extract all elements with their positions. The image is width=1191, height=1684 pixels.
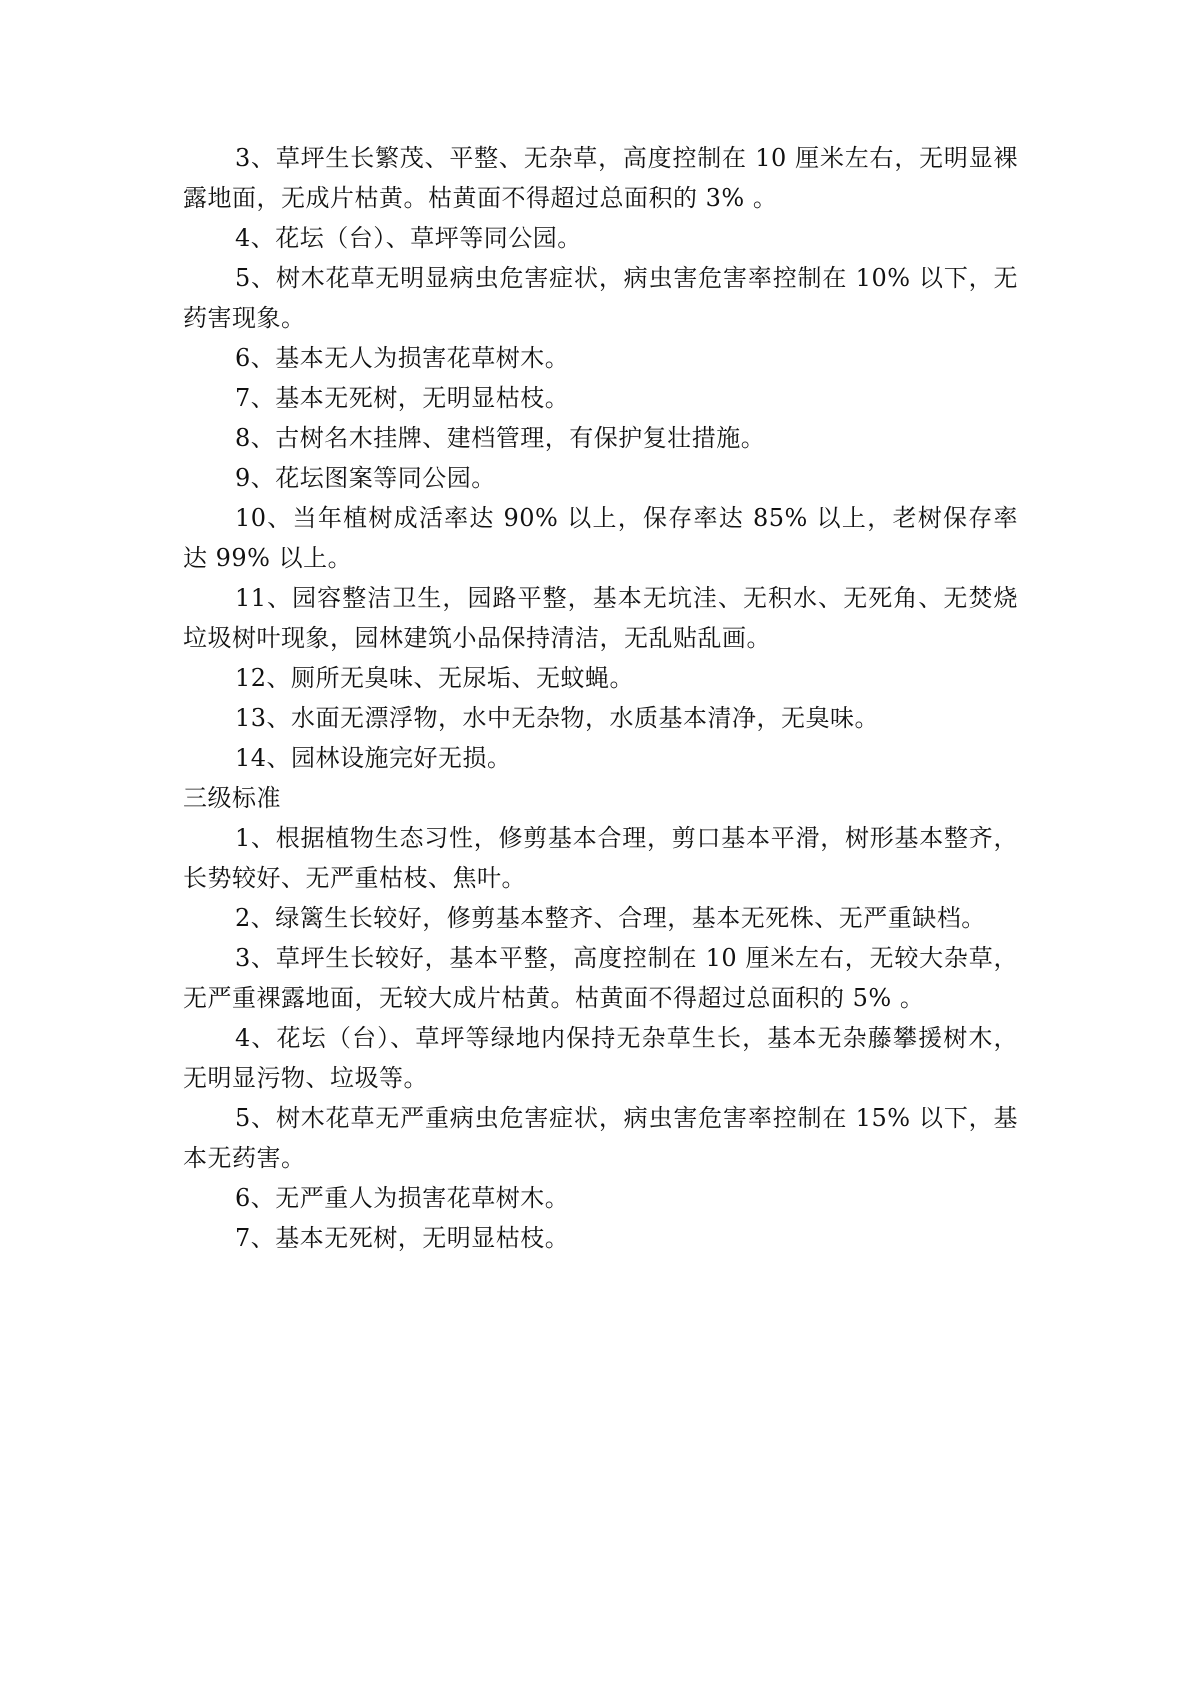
paragraph-water-surface: 13、水面无漂浮物，水中无杂物，水质基本清净，无臭味。 <box>235 704 880 732</box>
paragraph-hedge: 2、绿篱生长较好，修剪基本整齐、合理，基本无死株、无严重缺档。 <box>235 904 986 932</box>
paragraph-facilities: 14、园林设施完好无损。 <box>235 744 512 772</box>
section-heading: 三级标准 <box>183 784 281 812</box>
paragraph-survival-rate: 10、当年植树成活率达 90% 以上，保存率达 85% 以上，老树保存率达 99% 以上。 <box>183 504 1018 572</box>
paragraph-pruning: 1、根据植物生态习性，修剪基本合理，剪口基本平滑，树形基本整齐，长势较好、无严重枯枝、焦叶。 <box>183 824 1018 892</box>
paragraph-pest-control-level3: 5、树木花草无严重病虫危害症状，病虫害危害率控制在 15% 以下，基本无药害。 <box>183 1104 1018 1172</box>
paragraph-greenland-weeds: 4、花坛（台）、草坪等绿地内保持无杂草生长，基本无杂藤攀援树木，无明显污物、垃圾等。 <box>183 1024 1018 1092</box>
paragraph-park-cleanliness: 11、园容整洁卫生，园路平整，基本无坑洼、无积水、无死角、无焚烧垃圾树叶现象，园林建筑小品保持清洁，无乱贴乱画。 <box>183 584 1018 652</box>
paragraph-lawn-growth-level3: 3、草坪生长较好，基本平整，高度控制在 10 厘米左右，无较大杂草，无严重裸露地面，无较大成片枯黄。枯黄面不得超过总面积的 5% 。 <box>183 944 1018 1012</box>
paragraph-pest-control: 5、树木花草无明显病虫危害症状，病虫害危害率控制在 10% 以下，无药害现象。 <box>183 264 1018 332</box>
paragraph-lawn-growth: 3、草坪生长繁茂、平整、无杂草，高度控制在 10 厘米左右，无明显裸露地面，无成片枯黄。枯黄面不得超过总面积的 3% 。 <box>183 144 1018 212</box>
paragraph-human-damage-level3: 6、无严重人为损害花草树木。 <box>235 1184 570 1212</box>
paragraph-flowerbed-pattern: 9、花坛图案等同公园。 <box>235 464 496 492</box>
paragraph-dead-trees-level3: 7、基本无死树，无明显枯枝。 <box>235 1224 570 1252</box>
paragraph-human-damage: 6、基本无人为损害花草树木。 <box>235 344 570 372</box>
paragraph-dead-trees: 7、基本无死树，无明显枯枝。 <box>235 384 570 412</box>
paragraph-toilets: 12、厕所无臭味、无尿垢、无蚊蝇。 <box>235 664 635 692</box>
paragraph-ancient-trees: 8、古树名木挂牌、建档管理，有保护复壮措施。 <box>235 424 766 452</box>
paragraph-flowerbed: 4、花坛（台）、草坪等同公园。 <box>235 224 582 252</box>
document-body <box>183 138 1018 1258</box>
